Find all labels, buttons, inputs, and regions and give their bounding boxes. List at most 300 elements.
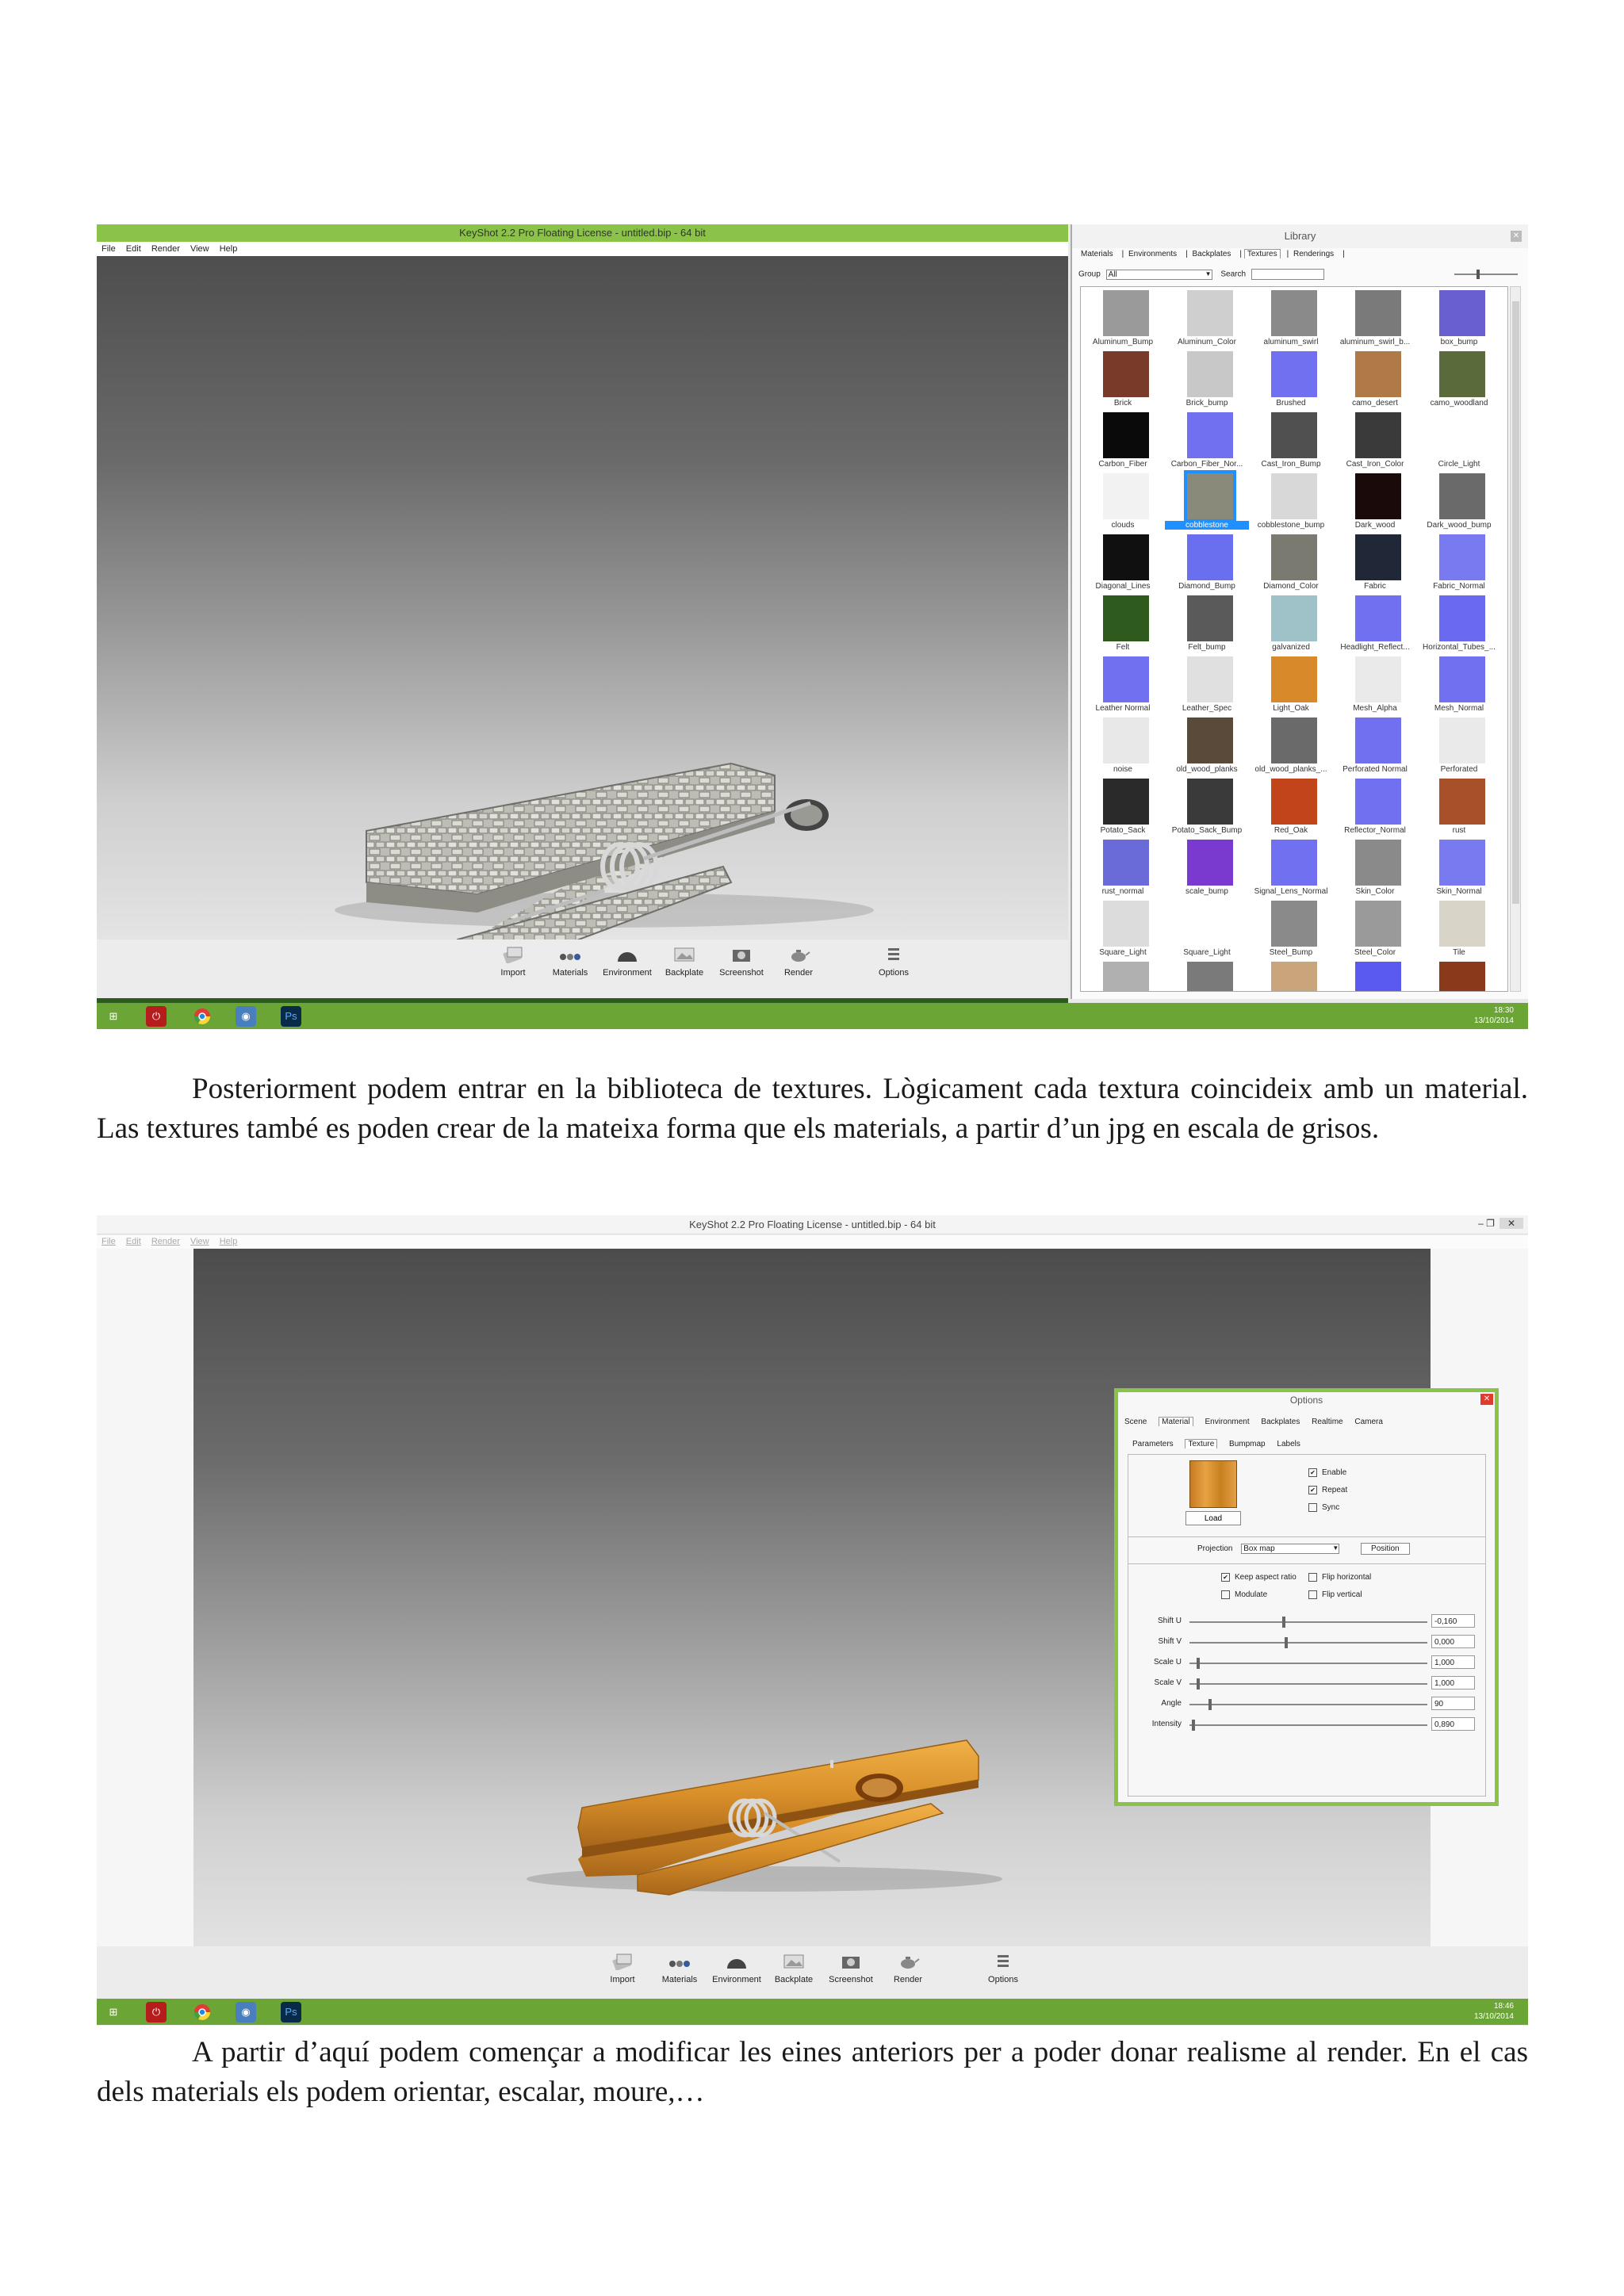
texture-item[interactable] [1165,351,1249,412]
import-icon [501,946,525,963]
texture-swatch [1187,656,1233,702]
texture-swatch [1271,595,1317,641]
texture-name: Red_Oak [1274,826,1308,835]
empty-checkbox-icon [1308,1503,1317,1512]
flip-vertical-checkbox[interactable] [1308,1590,1362,1599]
texture-swatch [1355,351,1401,397]
texture-name: Aluminum_Color [1178,338,1236,346]
sync-checkbox[interactable] [1308,1503,1339,1512]
power-app-icon[interactable]: ⏻ [146,1006,167,1027]
texture-swatch [1187,290,1233,336]
screenshot-texture-options [97,1215,1528,2026]
texture-item[interactable] [1165,840,1249,901]
subtab-parameters[interactable]: Parameters [1132,1440,1174,1448]
texture-item[interactable] [1249,656,1333,718]
environment-button[interactable] [709,1953,764,1984]
screenshot-library-textures [97,224,1528,1029]
flip-horizontal-label: Flip horizontal [1322,1573,1372,1582]
texture-swatch [1439,534,1485,580]
slider-value-input[interactable]: 0,000 [1431,1635,1475,1648]
options-label: Options [879,968,909,978]
checkmark-icon: ✔ [1308,1486,1317,1494]
texture-swatch [1187,779,1233,825]
texture-item[interactable] [1081,473,1165,534]
chrome-logo [193,2003,211,2021]
menu-file[interactable]: File [102,244,116,254]
texture-item[interactable] [1333,473,1417,534]
slider-knob[interactable] [1208,1699,1212,1710]
texture-name: aluminum_swirl_b... [1339,338,1411,346]
slider-value-input[interactable]: 1,000 [1431,1676,1475,1689]
screenshot-label: Screenshot [719,968,764,978]
menu-edit[interactable]: Edit [125,244,141,254]
texture-swatch [1187,534,1233,580]
slider-knob[interactable] [1192,1720,1195,1731]
texture-swatch [1355,412,1401,458]
materials-icon [558,946,582,963]
texture-name: Brick [1113,399,1132,408]
texture-swatch [1187,718,1233,763]
texture-item[interactable] [1249,412,1333,473]
texture-item[interactable] [1165,412,1249,473]
texture-item[interactable] [1417,718,1501,779]
render-viewport[interactable] [97,256,1068,939]
screenshot-button[interactable] [714,946,769,978]
menu-render[interactable]: Render [151,1237,180,1246]
texture-item[interactable] [1081,901,1165,962]
texture-swatch [1439,473,1485,519]
search-input[interactable] [1251,269,1324,280]
texture-name: Circle_Light [1438,460,1480,469]
render-button[interactable] [771,946,826,978]
slider-track[interactable] [1189,1642,1427,1644]
texture-item[interactable] [1165,656,1249,718]
menu-edit[interactable]: Edit [125,1237,141,1246]
texture-swatch [1439,718,1485,763]
slider-knob[interactable] [1282,1617,1285,1628]
texture-item[interactable] [1081,718,1165,779]
texture-swatch [1187,473,1233,519]
slider-track[interactable] [1189,1663,1427,1664]
texture-item[interactable] [1417,412,1501,473]
texture-swatch [1187,595,1233,641]
texture-thumbnail[interactable] [1189,1460,1237,1508]
texture-swatch [1355,290,1401,336]
texture-swatch [1439,901,1485,947]
menu-file[interactable]: File [102,1237,116,1246]
texture-swatch [1271,473,1317,519]
position-label: Position [1371,1544,1400,1553]
backplate-icon [672,946,696,963]
tab-backplates[interactable]: Backplates [1261,1418,1300,1426]
windows-taskbar [97,1999,1528,2025]
load-button[interactable]: Load [1185,1511,1241,1525]
photoshop-icon[interactable]: Ps [281,2002,301,2022]
modulate-checkbox[interactable] [1221,1590,1267,1599]
slider-row [1126,1676,1491,1692]
slider-track[interactable] [1189,1724,1427,1726]
tab-environment[interactable]: Environment [1205,1418,1250,1426]
checkmark-icon: ✔ [1308,1468,1317,1477]
sync-label: Sync [1322,1503,1340,1513]
chrome-logo [193,1008,211,1025]
slider-value-input[interactable]: 0,890 [1431,1717,1475,1731]
backplate-label: Backplate [774,1975,814,1984]
projection-row [1197,1543,1410,1555]
texture-name: Steel_Color [1354,948,1396,957]
subtab-labels[interactable]: Labels [1277,1440,1300,1448]
texture-swatch [1271,534,1317,580]
texture-swatch [1439,962,1485,992]
group-label: Group [1078,270,1101,279]
texture-swatch [1187,962,1233,992]
render-label: Render [783,968,814,978]
environment-icon [615,946,639,963]
texture-name: Mesh_Alpha [1353,704,1397,713]
tab-textures[interactable]: Textures [1244,249,1281,258]
paragraph-2-text: A partir d’aquí podem començar a modificar les eines anteriors per a poder donar realisme al render. En el cas dels materials els podem orientar, escalar, moure,… [97,2036,1528,2108]
texture-item[interactable] [1417,534,1501,595]
texture-swatch [1355,473,1401,519]
options-button[interactable] [866,946,921,978]
slider-value-input[interactable]: 1,000 [1431,1655,1475,1669]
texture-item[interactable] [1249,473,1333,534]
body-paragraph-2 [97,2033,1528,2112]
texture-swatch [1103,779,1149,825]
texture-item[interactable] [1249,534,1333,595]
texture-swatch [1271,779,1317,825]
texture-name: Skin_Normal [1436,887,1482,896]
tab-scene[interactable]: Scene [1124,1418,1147,1426]
texture-item[interactable] [1081,779,1165,840]
slider-label: Shift V [1158,1637,1182,1646]
materials-button[interactable] [652,1953,707,1984]
texture-item[interactable] [1417,473,1501,534]
viewport-margin-left [97,1249,193,1946]
tab-materials[interactable]: Materials [1081,250,1113,258]
backplate-label: Backplate [665,968,704,978]
texture-swatch [1355,595,1401,641]
scrollbar-thumb[interactable] [1512,301,1519,904]
search-label: Search [1220,270,1247,279]
texture-grid [1080,286,1508,992]
texture-name: cobblestone [1165,521,1249,530]
slider-knob[interactable] [1285,1637,1288,1648]
texture-item[interactable] [1417,290,1501,351]
texture-name: camo_woodland [1430,399,1488,408]
backplate-button[interactable] [766,1953,822,1984]
texture-swatch [1187,840,1233,886]
repeat-label: Repeat [1322,1486,1348,1495]
texture-name: Brushed [1276,399,1306,408]
texture-item[interactable] [1249,962,1333,992]
texture-item[interactable] [1333,779,1417,840]
texture-name: aluminum_swirl [1263,338,1319,346]
texture-name: Cast_Iron_Color [1346,460,1404,469]
texture-swatch [1355,840,1401,886]
texture-swatch [1439,595,1485,641]
menu-help[interactable]: Help [219,1237,238,1246]
menu-render[interactable]: Render [151,244,180,254]
texture-swatch [1439,351,1485,397]
position-button[interactable] [1361,1543,1410,1555]
taskbar-clock [1474,2001,1514,2022]
tab-environments[interactable]: Environments [1128,250,1178,258]
render-viewport[interactable] [193,1249,1491,1946]
texture-name: old_wood_planks_... [1254,765,1327,774]
slider-track[interactable] [1189,1704,1427,1705]
camera-icon [839,1953,863,1970]
keep-aspect-checkbox[interactable] [1221,1573,1297,1582]
tab-realtime[interactable]: Realtime [1312,1418,1343,1426]
library-tabs: Materials | Environments | Backplates | Textures | Renderings | [1078,250,1345,264]
texture-item[interactable] [1333,656,1417,718]
texture-name: Dark_wood [1354,521,1396,530]
materials-label: Materials [552,968,588,978]
texture-name: Felt [1116,643,1130,652]
texture-name: Mesh_Normal [1434,704,1484,713]
texture-swatch [1439,779,1485,825]
texture-name: Dark_wood_bump [1427,521,1492,530]
texture-name: Reflector_Normal [1344,826,1406,835]
texture-swatch [1355,718,1401,763]
texture-swatch [1271,290,1317,336]
environment-label: Environment [712,1975,761,1984]
teapot-icon [787,946,810,963]
slider-label: Scale U [1153,1658,1182,1667]
texture-name: Skin_Color [1355,887,1395,896]
texture-item[interactable] [1249,351,1333,412]
maximize-icon[interactable]: ❐ [1486,1218,1495,1229]
texture-name: Felt_bump [1188,643,1226,652]
tab-material[interactable]: Material [1159,1417,1193,1426]
main-toolbar [97,1946,1528,1999]
texture-item[interactable] [1417,840,1501,901]
import-button[interactable] [485,946,541,978]
texture-name: Fabric [1364,582,1386,591]
import-button[interactable] [595,1953,650,1984]
checkmark-icon: ✔ [1221,1573,1230,1582]
chevron-down-icon: ▼ [1332,1544,1339,1552]
flip-horizontal-checkbox[interactable] [1308,1573,1371,1582]
texture-swatch [1355,962,1401,992]
texture-item[interactable] [1417,351,1501,412]
import-label: Import [500,968,526,978]
texture-name: Carbon_Fiber_Nor... [1170,460,1243,469]
slider-label: Intensity [1151,1720,1182,1728]
texture-name: Headlight_Reflect... [1340,643,1410,652]
texture-item[interactable] [1249,840,1333,901]
windows-taskbar [97,1003,1528,1029]
texture-swatch [1103,473,1149,519]
tab-camera[interactable]: Camera [1354,1418,1383,1426]
keyshot-taskbar-icon[interactable]: ◉ [236,2002,256,2022]
texture-name: noise [1113,765,1132,774]
texture-name: Aluminum_Bump [1092,338,1154,346]
slider-track[interactable] [1189,1683,1427,1685]
texture-item[interactable] [1417,779,1501,840]
texture-item[interactable] [1417,595,1501,656]
menu-view[interactable]: View [190,244,209,254]
texture-item[interactable] [1249,779,1333,840]
subtab-texture[interactable]: Texture [1185,1439,1217,1448]
texture-item[interactable] [1081,962,1165,992]
texture-swatch [1103,534,1149,580]
options-subtabs [1132,1440,1310,1448]
windows-start-icon[interactable]: ⊞ [109,1010,118,1022]
texture-item[interactable] [1165,595,1249,656]
render-label: Render [893,1975,923,1984]
texture-swatch [1271,412,1317,458]
texture-item[interactable] [1333,962,1417,992]
texture-swatch [1103,595,1149,641]
thumbnail-size-slider[interactable] [1454,274,1518,275]
texture-item[interactable] [1081,412,1165,473]
tab-renderings[interactable]: Renderings [1293,250,1335,258]
texture-name: Diamond_Color [1263,582,1319,591]
group-select[interactable] [1106,270,1212,280]
texture-item[interactable] [1249,718,1333,779]
window-controls [1478,1218,1523,1229]
windows-start-icon[interactable]: ⊞ [109,2006,118,2018]
texture-grid-scrollbar[interactable] [1510,286,1521,992]
projection-select[interactable] [1241,1544,1339,1554]
library-filter-row [1078,269,1522,283]
slider-track[interactable] [1189,1621,1427,1623]
texture-name: Fabric_Normal [1433,582,1485,591]
menu-view[interactable]: View [190,1237,209,1246]
texture-name: Cast_Iron_Bump [1261,460,1321,469]
texture-item[interactable] [1081,595,1165,656]
library-title: Library [1072,224,1528,248]
texture-item[interactable] [1333,290,1417,351]
keyshot-taskbar-icon[interactable]: ◉ [236,1006,256,1027]
screenshot-button[interactable] [823,1953,879,1984]
texture-item[interactable] [1165,290,1249,351]
slider-knob[interactable] [1197,1678,1200,1689]
empty-checkbox-icon [1308,1590,1317,1599]
enable-label: Enable [1322,1468,1347,1478]
texture-item[interactable] [1417,901,1501,962]
power-app-icon[interactable]: ⏻ [146,2002,167,2022]
slider-row [1126,1697,1491,1712]
texture-name: Square_Light [1099,948,1147,957]
render-button[interactable] [880,1953,936,1984]
tab-backplates[interactable]: Backplates [1192,250,1231,258]
texture-item[interactable] [1333,595,1417,656]
options-button[interactable] [975,1953,1031,1984]
close-icon[interactable]: ✕ [1480,1394,1493,1405]
window-title: KeyShot 2.2 Pro Floating License - untitled.bip - 64 bit [97,224,1068,242]
texture-name: Tile [1453,948,1465,957]
texture-name: Potato_Sack [1100,826,1146,835]
options-tabs [1124,1418,1392,1426]
repeat-checkbox[interactable] [1308,1486,1347,1494]
clock-date: 13/10/2014 [1473,2012,1514,2021]
texture-item[interactable] [1249,595,1333,656]
teapot-icon [896,1953,920,1970]
texture-item[interactable] [1081,351,1165,412]
texture-item[interactable] [1165,779,1249,840]
texture-item[interactable] [1165,718,1249,779]
minimize-icon[interactable]: – [1478,1218,1484,1229]
close-icon[interactable]: ✕ [1511,231,1522,242]
texture-swatch [1355,656,1401,702]
texture-item[interactable] [1165,473,1249,534]
backplate-button[interactable] [657,946,712,978]
texture-item[interactable] [1081,656,1165,718]
slider-knob[interactable] [1477,270,1480,279]
texture-name: rust_normal [1101,887,1144,896]
texture-item[interactable] [1333,412,1417,473]
texture-item[interactable] [1249,290,1333,351]
texture-name: camo_desert [1352,399,1398,408]
menu-help[interactable]: Help [219,244,238,254]
texture-item[interactable] [1333,351,1417,412]
texture-name: rust [1452,826,1466,835]
group-select-value: All [1108,270,1117,279]
texture-name: scale_bump [1185,887,1228,896]
texture-item[interactable] [1417,656,1501,718]
texture-swatch [1103,840,1149,886]
slider-value-input[interactable]: 90 [1431,1697,1475,1710]
texture-name: box_bump [1440,338,1478,346]
slider-value-input[interactable]: -0,160 [1431,1614,1475,1628]
texture-swatch [1187,901,1233,947]
close-icon[interactable]: ✕ [1500,1218,1523,1229]
clock-time: 18:30 [1493,1006,1514,1015]
keep-aspect-label: Keep aspect ratio [1235,1573,1297,1582]
texture-swatch [1103,901,1149,947]
texture-name: galvanized [1272,643,1310,652]
slider-knob[interactable] [1197,1658,1200,1669]
environment-button[interactable] [599,946,655,978]
texture-item[interactable] [1081,534,1165,595]
texture-swatch [1103,962,1149,992]
flip-vertical-label: Flip vertical [1322,1590,1362,1600]
chevron-down-icon: ▼ [1205,270,1212,277]
texture-item[interactable] [1081,840,1165,901]
texture-item[interactable] [1333,840,1417,901]
slider-row [1126,1635,1491,1651]
texture-item[interactable] [1165,901,1249,962]
photoshop-icon[interactable]: Ps [281,1006,301,1027]
import-label: Import [610,1975,635,1984]
texture-item[interactable] [1417,962,1501,992]
texture-swatch [1187,412,1233,458]
texture-name: Square_Light [1183,948,1231,957]
enable-checkbox[interactable] [1308,1468,1346,1477]
texture-item[interactable] [1333,901,1417,962]
menu-bar [97,242,1068,256]
import-icon [611,1953,634,1970]
texture-swatch [1187,351,1233,397]
texture-name: clouds [1111,521,1135,530]
chrome-icon[interactable] [192,2002,213,2022]
slider-label: Angle [1161,1699,1182,1708]
texture-item[interactable] [1081,290,1165,351]
texture-name: Carbon_Fiber [1098,460,1147,469]
texture-name: Perforated Normal [1342,765,1408,774]
texture-item[interactable] [1165,534,1249,595]
texture-item[interactable] [1165,962,1249,992]
chrome-icon[interactable] [192,1006,213,1027]
texture-item[interactable] [1333,534,1417,595]
materials-button[interactable] [542,946,598,978]
texture-item[interactable] [1333,718,1417,779]
texture-item[interactable] [1249,901,1333,962]
subtab-bumpmap[interactable]: Bumpmap [1229,1440,1266,1448]
